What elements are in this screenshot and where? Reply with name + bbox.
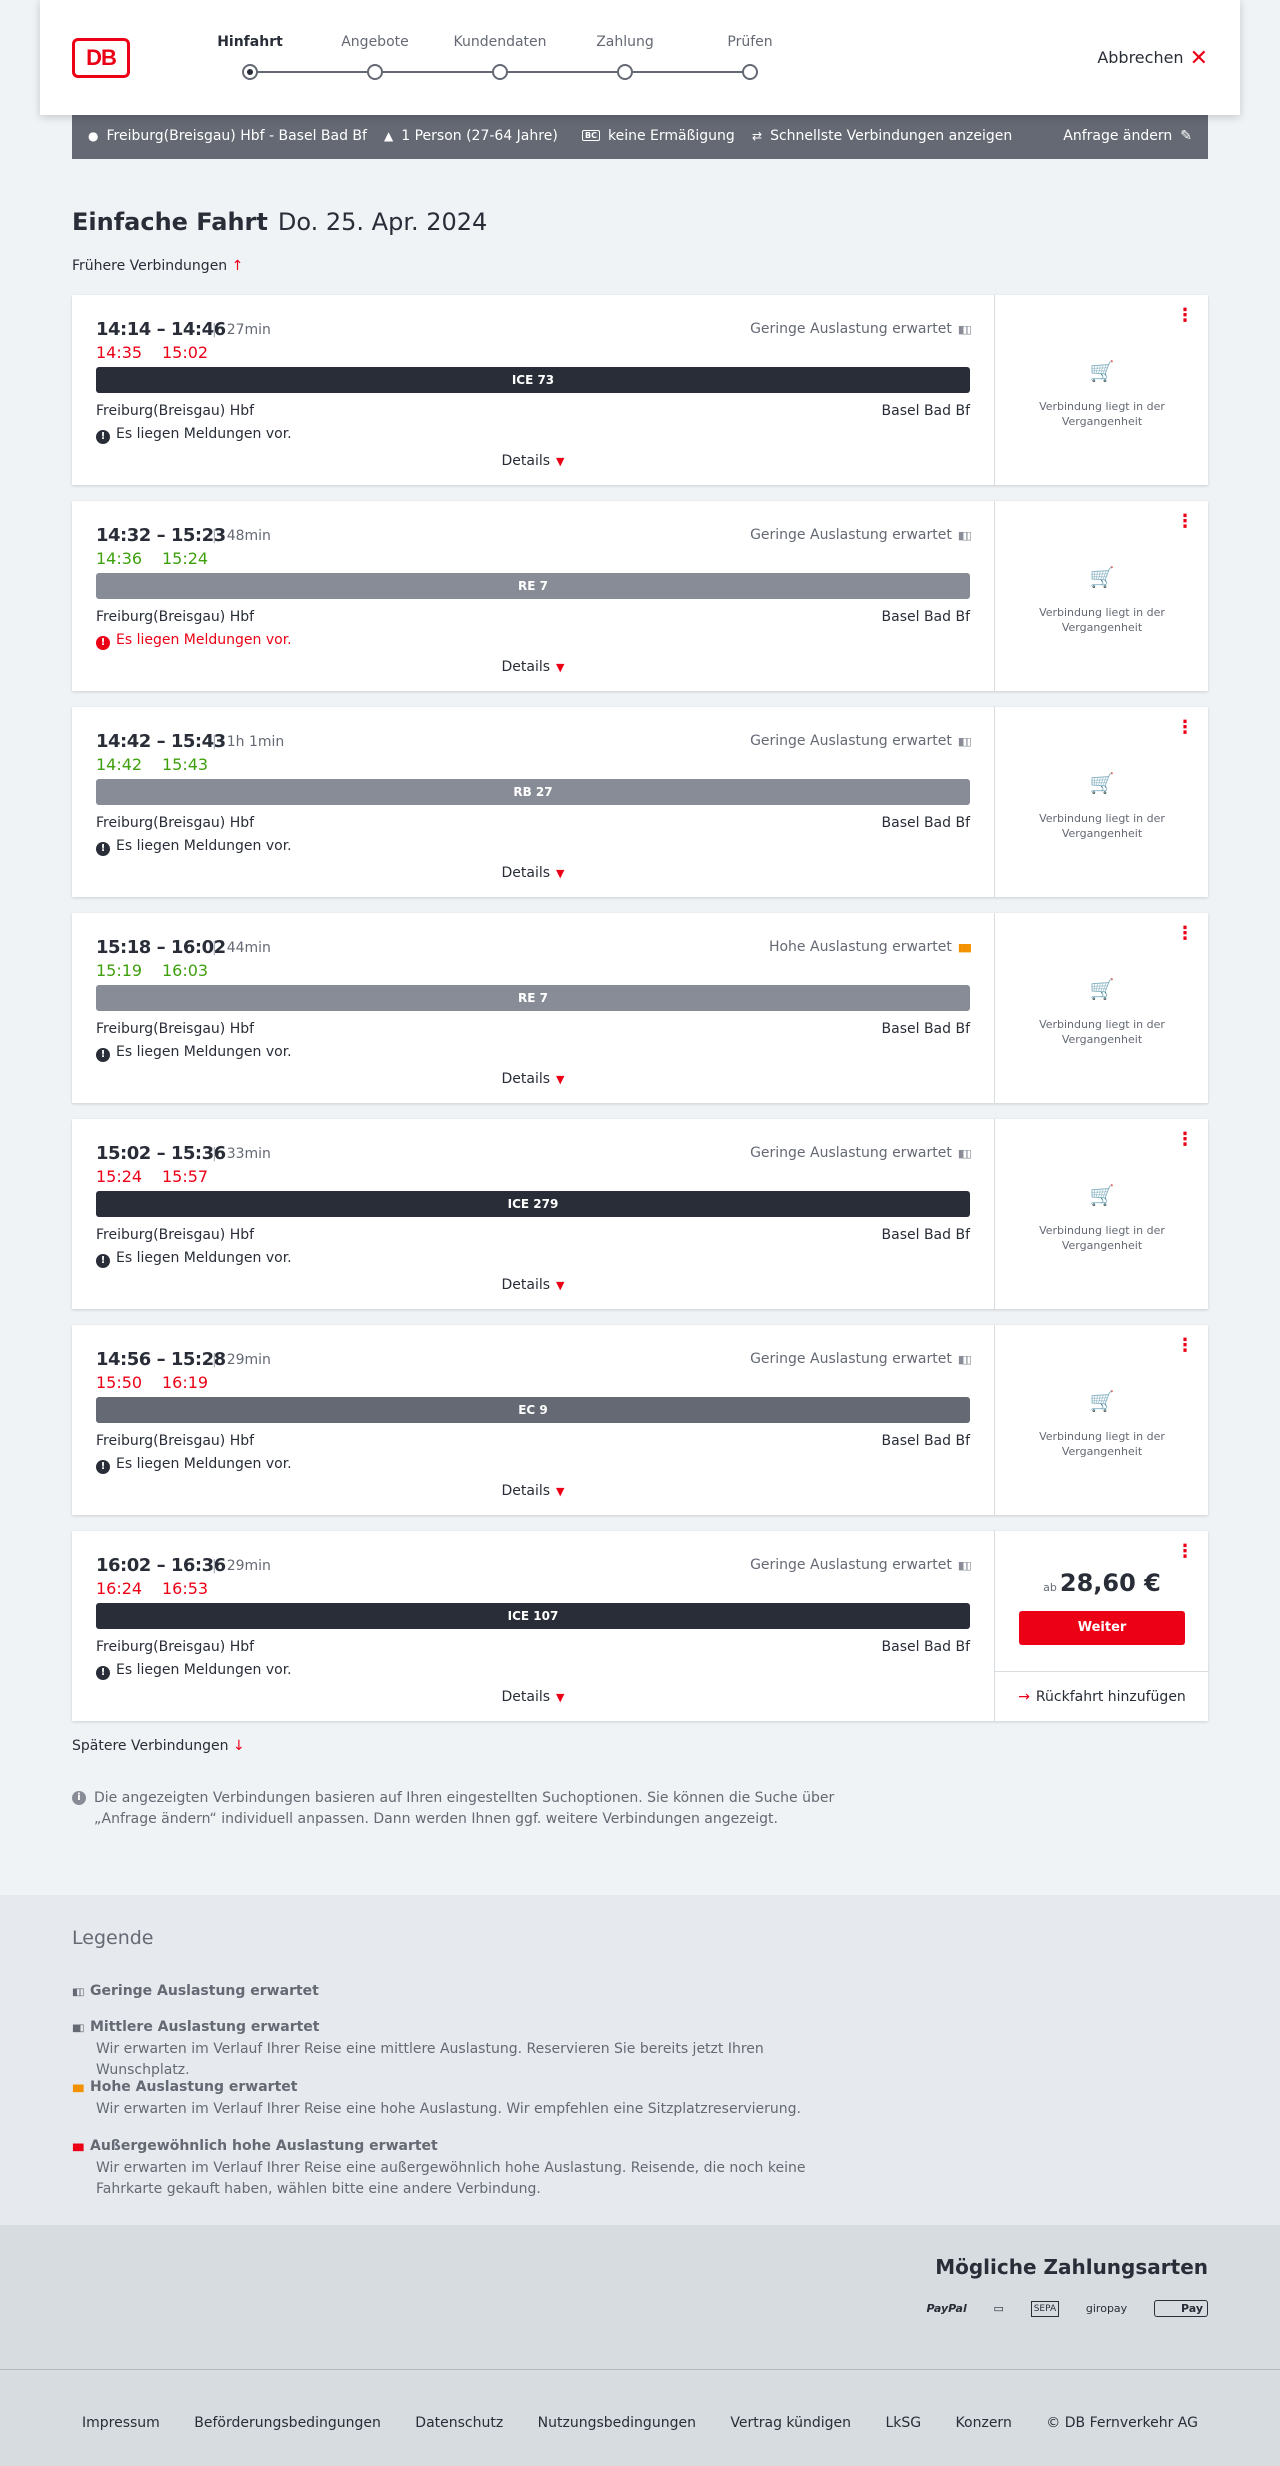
connection-card <box>72 1531 1208 1721</box>
more-options-icon[interactable]: ⋮ <box>1176 923 1194 944</box>
footer-link-kuendigen[interactable]: Vertrag kündigen <box>730 2415 851 2431</box>
price: ab 28,60 € <box>1043 1569 1161 1597</box>
load-high-icon: ▮▮▮ <box>957 941 970 954</box>
past-notice: Verbindung liegt in der Vergangenheit <box>1039 606 1165 634</box>
db-logo[interactable]: DB <box>72 38 130 78</box>
past-notice: Verbindung liegt in der Vergangenheit <box>1039 1224 1165 1252</box>
load-low-icon: ▮▯▯ <box>957 735 970 748</box>
realtime-times: 14:42 15:43 <box>96 755 209 774</box>
arrow-up-icon: ↑ <box>231 258 244 274</box>
details-toggle[interactable]: Details ▼ <box>501 1071 565 1087</box>
chevron-down-icon: ▼ <box>556 1073 565 1086</box>
load-low-icon: ▮▯▯ <box>957 1147 970 1160</box>
arrival-station: Basel Bad Bf <box>881 403 970 419</box>
duration: | 1h 1min <box>212 734 284 750</box>
alert-icon: ! <box>96 636 110 650</box>
realtime-times: 14:36 15:24 <box>96 549 209 568</box>
alert-icon: ! <box>96 842 110 856</box>
details-toggle[interactable]: Details ▼ <box>501 659 565 675</box>
load-low-icon: ▮▯▯ <box>957 529 970 542</box>
load-low-icon: ▮▯▯ <box>72 1987 83 1998</box>
footer-link-befoerderung[interactable]: Beförderungsbedingungen <box>194 2415 381 2431</box>
more-options-icon[interactable]: ⋮ <box>1176 305 1194 326</box>
person-icon: ▲ <box>384 129 394 143</box>
notice-message: ! Es liegen Meldungen vor. <box>96 426 292 444</box>
duration: | 48min <box>212 528 271 544</box>
step-angebote[interactable]: Angebote <box>315 34 435 50</box>
details-toggle[interactable]: Details ▼ <box>501 453 565 469</box>
scheduled-times: 16:02 – 16:36 <box>96 1555 226 1576</box>
trip-type: Einfache Fahrt <box>72 208 268 236</box>
cart-icon: 🛒 <box>1089 359 1115 383</box>
duration: | 29min <box>212 1352 271 1368</box>
alert-icon: ! <box>96 1254 110 1268</box>
cart-icon: 🛒 <box>1089 771 1115 795</box>
connection-card <box>72 707 1208 897</box>
load-very-high-icon: ▮▮▮ <box>72 2142 83 2153</box>
discount-summary <box>582 128 735 144</box>
discount-text: keine Ermäßigung <box>607 128 735 144</box>
fastest-option <box>752 128 1012 144</box>
cart-icon: 🛒 <box>1089 565 1115 589</box>
fastest-text: Schnellste Verbindungen anzeigen <box>770 128 1013 144</box>
departure-station: Freiburg(Breisgau) Hbf <box>96 1227 255 1243</box>
more-options-icon[interactable]: ⋮ <box>1176 717 1194 738</box>
arrival-station: Basel Bad Bf <box>881 815 970 831</box>
payment-icons <box>905 2299 1208 2329</box>
later-connections-link[interactable]: Spätere Verbindungen ↓ <box>72 1738 245 1754</box>
realtime-times: 16:24 16:53 <box>96 1579 209 1598</box>
more-options-icon[interactable]: ⋮ <box>1176 511 1194 532</box>
duration: | 44min <box>212 940 271 956</box>
cancel-label: Abbrechen <box>1097 48 1184 67</box>
chevron-down-icon: ▼ <box>556 455 565 468</box>
paypal-icon: PayPal <box>926 2302 967 2315</box>
legend-item-medium: ▮▮▯ Mittlere Auslastung erwartet Wir erwarten im Verlauf Ihrer Reise eine mittlere Auslastung. Reservieren Sie bereits jetzt Ihren Wunschplatz. <box>72 2019 764 2078</box>
details-toggle[interactable]: Details ▼ <box>501 1483 565 1499</box>
train-bar: ICE 107 <box>96 1603 970 1629</box>
connection-card <box>72 1325 1208 1515</box>
occupancy-info: Geringe Auslastung erwartet ▮▯▯ <box>750 1351 970 1367</box>
passenger-text: 1 Person (27-64 Jahre) <box>401 128 558 144</box>
load-high-icon: ▮▮▮ <box>72 2083 83 2094</box>
past-notice: Verbindung liegt in der Vergangenheit <box>1039 400 1165 428</box>
legend-item-very-high: ▮▮▮ Außergewöhnlich hohe Auslastung erwartet Wir erwarten im Verlauf Ihrer Reise eine außergewöhnlich hohe Auslastung. Reisende, die noch keine Fahrkarte gekauft haben, wählen bitte eine andere Verbindung. <box>72 2138 806 2197</box>
duration: | 27min <box>212 322 271 338</box>
notice-message: ! Es liegen Meldungen vor. <box>96 1456 292 1474</box>
cart-icon: 🛒 <box>1089 977 1115 1001</box>
top-navigation <box>40 0 1240 115</box>
departure-station: Freiburg(Breisgau) Hbf <box>96 1639 255 1655</box>
notice-message: ! Es liegen Meldungen vor. <box>96 632 292 650</box>
change-request-label: Anfrage ändern <box>1063 128 1173 144</box>
footer-link-datenschutz[interactable]: Datenschutz <box>415 2415 504 2431</box>
occupancy-info: Geringe Auslastung erwartet ▮▯▯ <box>750 1557 970 1573</box>
departure-station: Freiburg(Breisgau) Hbf <box>96 815 255 831</box>
route-text: Freiburg(Breisgau) Hbf - Basel Bad Bf <box>106 128 367 144</box>
duration: | 33min <box>212 1146 271 1162</box>
chevron-down-icon: ▼ <box>556 1485 565 1498</box>
notice-message: ! Es liegen Meldungen vor. <box>96 838 292 856</box>
add-return-button[interactable]: → Rückfahrt hinzufügen <box>995 1671 1209 1721</box>
past-notice: Verbindung liegt in der Vergangenheit <box>1039 1018 1165 1046</box>
continue-button[interactable]: Weiter <box>1019 1611 1185 1645</box>
pencil-icon: ✎ <box>1180 128 1192 144</box>
arrow-right-icon: → <box>1018 1689 1030 1705</box>
chevron-down-icon: ▼ <box>556 867 565 880</box>
page-title <box>72 208 487 236</box>
arrow-down-icon: ↓ <box>232 1738 245 1754</box>
details-toggle[interactable]: Details ▼ <box>501 1277 565 1293</box>
step-zahlung[interactable]: Zahlung <box>565 34 685 50</box>
info-text: Die angezeigten Verbindungen basieren auf Ihren eingestellten Suchoptionen. Sie können die Suche über „Anfrage ändern“ individuell anpassen. Dann werden Ihnen ggf. weitere Verbindungen angezeigt. <box>94 1790 835 1827</box>
bahncard-icon: BC <box>582 130 600 141</box>
train-bar: ICE 279 <box>96 1191 970 1217</box>
cart-icon: 🛒 <box>1089 1389 1115 1413</box>
step-kundendaten[interactable]: Kundendaten <box>440 34 560 50</box>
passenger-summary <box>384 128 558 144</box>
arrival-station: Basel Bad Bf <box>881 1227 970 1243</box>
more-options-icon[interactable]: ⋮ <box>1176 1335 1194 1356</box>
search-info-note <box>72 1788 852 1830</box>
footer-links <box>0 2415 1280 2431</box>
connection-card <box>72 1119 1208 1309</box>
chevron-down-icon: ▼ <box>556 661 565 674</box>
occupancy-info: Hohe Auslastung erwartet ▮▮▮ <box>768 939 970 955</box>
train-bar: RE 7 <box>96 985 970 1011</box>
load-low-icon: ▮▯▯ <box>957 1353 970 1366</box>
notice-message: ! Es liegen Meldungen vor. <box>96 1662 292 1680</box>
footer <box>0 2369 1280 2466</box>
search-summary-bar <box>72 115 1208 159</box>
credit-card-icon: ▭ <box>993 2302 1004 2315</box>
arrival-station: Basel Bad Bf <box>881 1639 970 1655</box>
change-request-button[interactable] <box>1063 128 1192 144</box>
departure-station: Freiburg(Breisgau) Hbf <box>96 1021 255 1037</box>
load-low-icon: ▮▯▯ <box>957 1559 970 1572</box>
arrival-station: Basel Bad Bf <box>881 1021 970 1037</box>
past-notice: Verbindung liegt in der Vergangenheit <box>1039 1430 1165 1458</box>
details-toggle[interactable]: Details ▼ <box>501 865 565 881</box>
footer-copyright: © DB Fernverkehr AG <box>1046 2415 1198 2431</box>
notice-message: ! Es liegen Meldungen vor. <box>96 1044 292 1062</box>
occupancy-info: Geringe Auslastung erwartet ▮▯▯ <box>750 733 970 749</box>
occupancy-info: Geringe Auslastung erwartet ▮▯▯ <box>750 1145 970 1161</box>
connection-card <box>72 913 1208 1103</box>
departure-station: Freiburg(Breisgau) Hbf <box>96 609 255 625</box>
more-options-icon[interactable]: ⋮ <box>1176 1541 1194 1562</box>
departure-station: Freiburg(Breisgau) Hbf <box>96 403 255 419</box>
alert-icon: ! <box>96 1460 110 1474</box>
legend-item-low: ▮▯▯ Geringe Auslastung erwartet <box>72 1981 852 2003</box>
scheduled-times: 14:14 – 14:46 <box>96 319 226 340</box>
occupancy-info: Geringe Auslastung erwartet ▮▯▯ <box>750 527 970 543</box>
info-icon: i <box>72 1791 86 1805</box>
footer-link-lksg[interactable]: LkSG <box>885 2415 922 2431</box>
giropay-icon: giropay <box>1085 2302 1128 2315</box>
arrival-station: Basel Bad Bf <box>881 1433 970 1449</box>
realtime-times: 15:50 16:19 <box>96 1373 209 1392</box>
cart-icon: 🛒 <box>1089 1183 1115 1207</box>
earlier-connections-link[interactable]: Frühere Verbindungen ↑ <box>72 258 244 274</box>
scheduled-times: 14:56 – 15:28 <box>96 1349 226 1370</box>
occupancy-info: Geringe Auslastung erwartet ▮▯▯ <box>750 321 970 337</box>
location-pin-icon: ● <box>88 129 99 143</box>
alert-icon: ! <box>96 430 110 444</box>
legend-item-high: ▮▮▮ Hohe Auslastung erwartet Wir erwarten im Verlauf Ihrer Reise eine hohe Auslastung. Wir empfehlen eine Sitzplatzreservierung. <box>72 2079 801 2117</box>
booking-progress <box>210 34 773 84</box>
scheduled-times: 14:42 – 15:43 <box>96 731 226 752</box>
departure-station: Freiburg(Breisgau) Hbf <box>96 1433 255 1449</box>
sepa-icon: SEPA <box>1031 2301 1059 2317</box>
load-medium-icon: ▮▮▯ <box>72 2023 83 2034</box>
realtime-times: 15:19 16:03 <box>96 961 209 980</box>
legend-section <box>0 1895 1280 2225</box>
arrival-station: Basel Bad Bf <box>881 609 970 625</box>
legend-title: Legende <box>72 1927 154 1949</box>
connection-card <box>72 295 1208 485</box>
scheduled-times: 14:32 – 15:23 <box>96 525 226 546</box>
footer-link-impressum[interactable]: Impressum <box>82 2415 160 2431</box>
duration: | 29min <box>212 1558 271 1574</box>
train-bar: RE 7 <box>96 573 970 599</box>
scheduled-times: 15:18 – 16:02 <box>96 937 226 958</box>
chevron-down-icon: ▼ <box>556 1691 565 1704</box>
more-options-icon[interactable]: ⋮ <box>1176 1129 1194 1150</box>
payment-methods <box>0 2225 1280 2369</box>
realtime-times: 15:24 15:57 <box>96 1167 209 1186</box>
load-low-icon: ▮▯▯ <box>957 323 970 336</box>
applepay-icon: Pay <box>1154 2300 1208 2318</box>
swap-arrows-icon: ⇄ <box>752 129 763 143</box>
close-icon: ✕ <box>1189 46 1208 71</box>
train-bar: ICE 73 <box>96 367 970 393</box>
past-notice: Verbindung liegt in der Vergangenheit <box>1039 812 1165 840</box>
chevron-down-icon: ▼ <box>556 1279 565 1292</box>
notice-message: ! Es liegen Meldungen vor. <box>96 1250 292 1268</box>
connection-card <box>72 501 1208 691</box>
train-bar: EC 9 <box>96 1397 970 1423</box>
scheduled-times: 15:02 – 15:36 <box>96 1143 226 1164</box>
cancel-button[interactable] <box>1097 46 1208 71</box>
step-pruefen[interactable]: Prüfen <box>690 34 810 50</box>
trip-date: Do. 25. Apr. 2024 <box>277 208 488 236</box>
alert-icon: ! <box>96 1048 110 1062</box>
footer-link-konzern[interactable]: Konzern <box>955 2415 1012 2431</box>
route-summary <box>88 128 367 144</box>
train-bar: RB 27 <box>96 779 970 805</box>
alert-icon: ! <box>96 1666 110 1680</box>
footer-link-nutzung[interactable]: Nutzungsbedingungen <box>537 2415 696 2431</box>
step-hinfahrt: Hinfahrt <box>190 34 310 50</box>
payment-title: Mögliche Zahlungsarten <box>935 2255 1208 2279</box>
details-toggle[interactable]: Details ▼ <box>501 1689 565 1705</box>
realtime-times: 14:35 15:02 <box>96 343 209 362</box>
